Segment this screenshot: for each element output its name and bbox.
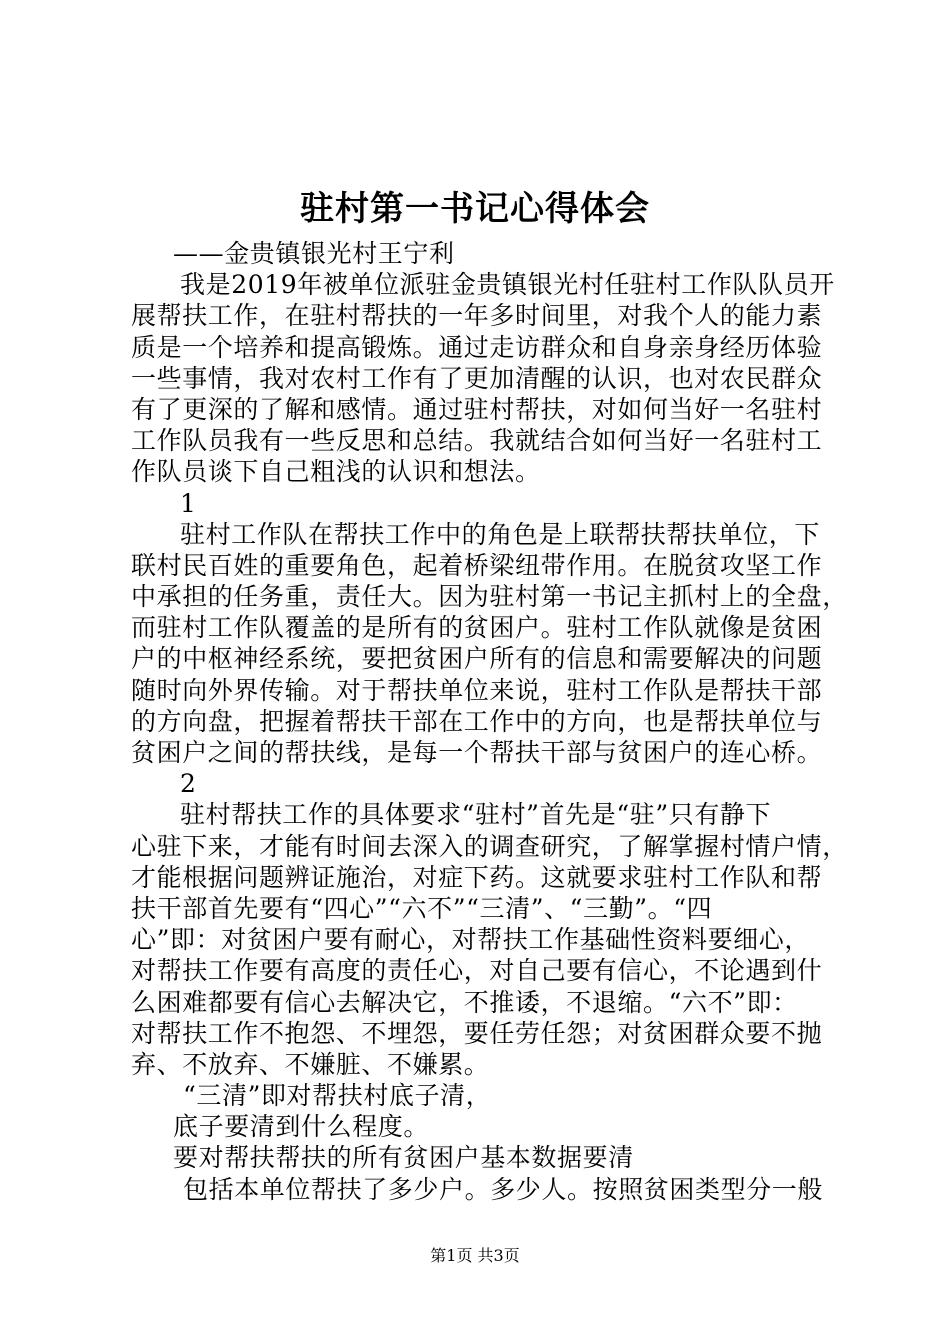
text-line: 2 [180, 769, 197, 799]
text-line: 一些事情，我对农村工作有了更加清醒的认识，也对农民群众 [131, 363, 823, 393]
text-line: 作队员谈下自己粗浅的认识和想法。 [131, 457, 541, 487]
text-line: 联村民百姓的重要角色，起着桥梁纽带作用。在脱贫攻坚工作 [131, 550, 823, 580]
text-line: 对帮扶工作不抱怨、不埋怨，要任劳任怨；对贫困群众要不抛 [131, 1018, 823, 1048]
text-line: 户的中枢神经系统，要把贫困户所有的信息和需要解决的问题 [131, 644, 823, 674]
text-line: 工作队员我有一些反思和总结。我就结合如何当好一名驻村工 [131, 426, 823, 456]
text-line: 而驻村工作队覆盖的是所有的贫困户。驻村工作队就像是贫困 [131, 613, 823, 643]
text-line: 么困难都要有信心去解决它，不推诿，不退缩。“六不”即： [131, 987, 798, 1017]
text-line: 的方向盘，把握着帮扶干部在工作中的方向，也是帮扶单位与 [131, 706, 823, 736]
text-line: 我是2019年被单位派驻金贵镇银光村任驻村工作队队员开 [180, 270, 835, 300]
text-line: “三清”即对帮扶村底子清， [183, 1081, 492, 1111]
text-line: 中承担的任务重，责任大。因为驻村第一书记主抓村上的全盘， [131, 582, 848, 612]
text-line: 展帮扶工作，在驻村帮扶的一年多时间里，对我个人的能力素 [131, 301, 823, 331]
text-line: 有了更深的了解和感情。通过驻村帮扶，对如何当好一名驻村 [131, 394, 823, 424]
text-line: 贫困户之间的帮扶线，是每一个帮扶干部与贫困户的连心桥。 [131, 738, 823, 767]
text-line: 1 [180, 488, 197, 518]
text-line: 弃、不放弃、不嫌脏、不嫌累。 [131, 1049, 490, 1079]
text-line: 底子要清到什么程度。 [173, 1112, 430, 1142]
text-line: 驻村工作队在帮扶工作中的角色是上联帮扶帮扶单位，下 [180, 519, 821, 549]
text-line: 心驻下来，才能有时间去深入的调查研究，了解掌握村情户情， [131, 831, 848, 861]
text-line: 驻村帮扶工作的具体要求“驻村”首先是“驻”只有静下 [180, 800, 772, 830]
text-line: ——金贵镇银光村王宁利 [173, 239, 455, 268]
text-line: 随时向外界传输。对于帮扶单位来说，驻村工作队是帮扶干部 [131, 675, 823, 705]
page-footer: 第1页 共3页 [430, 1246, 520, 1265]
text-line: 心”即：对贫困户要有耐心，对帮扶工作基础性资料要细心， [131, 925, 810, 955]
text-line: 要对帮扶帮扶的所有贫困户基本数据要清 [173, 1143, 634, 1173]
text-line: 才能根据问题辨证施治，对症下药。这就要求驻村工作队和帮 [131, 862, 823, 892]
text-line: 扶干部首先要有“四心”“六不”“三清”、“三勤”。“四 [131, 893, 713, 923]
text-line: 包括本单位帮扶了多少户。多少人。按照贫困类型分一般 [183, 1174, 824, 1204]
text-line: 对帮扶工作要有高度的责任心，对自己要有信心，不论遇到什 [131, 956, 823, 986]
text-line: 质是一个培养和提高锻炼。通过走访群众和自身亲身经历体验 [131, 332, 823, 362]
document-title: 驻村第一书记心得体会 [300, 189, 650, 229]
document-body [131, 238, 848, 1205]
